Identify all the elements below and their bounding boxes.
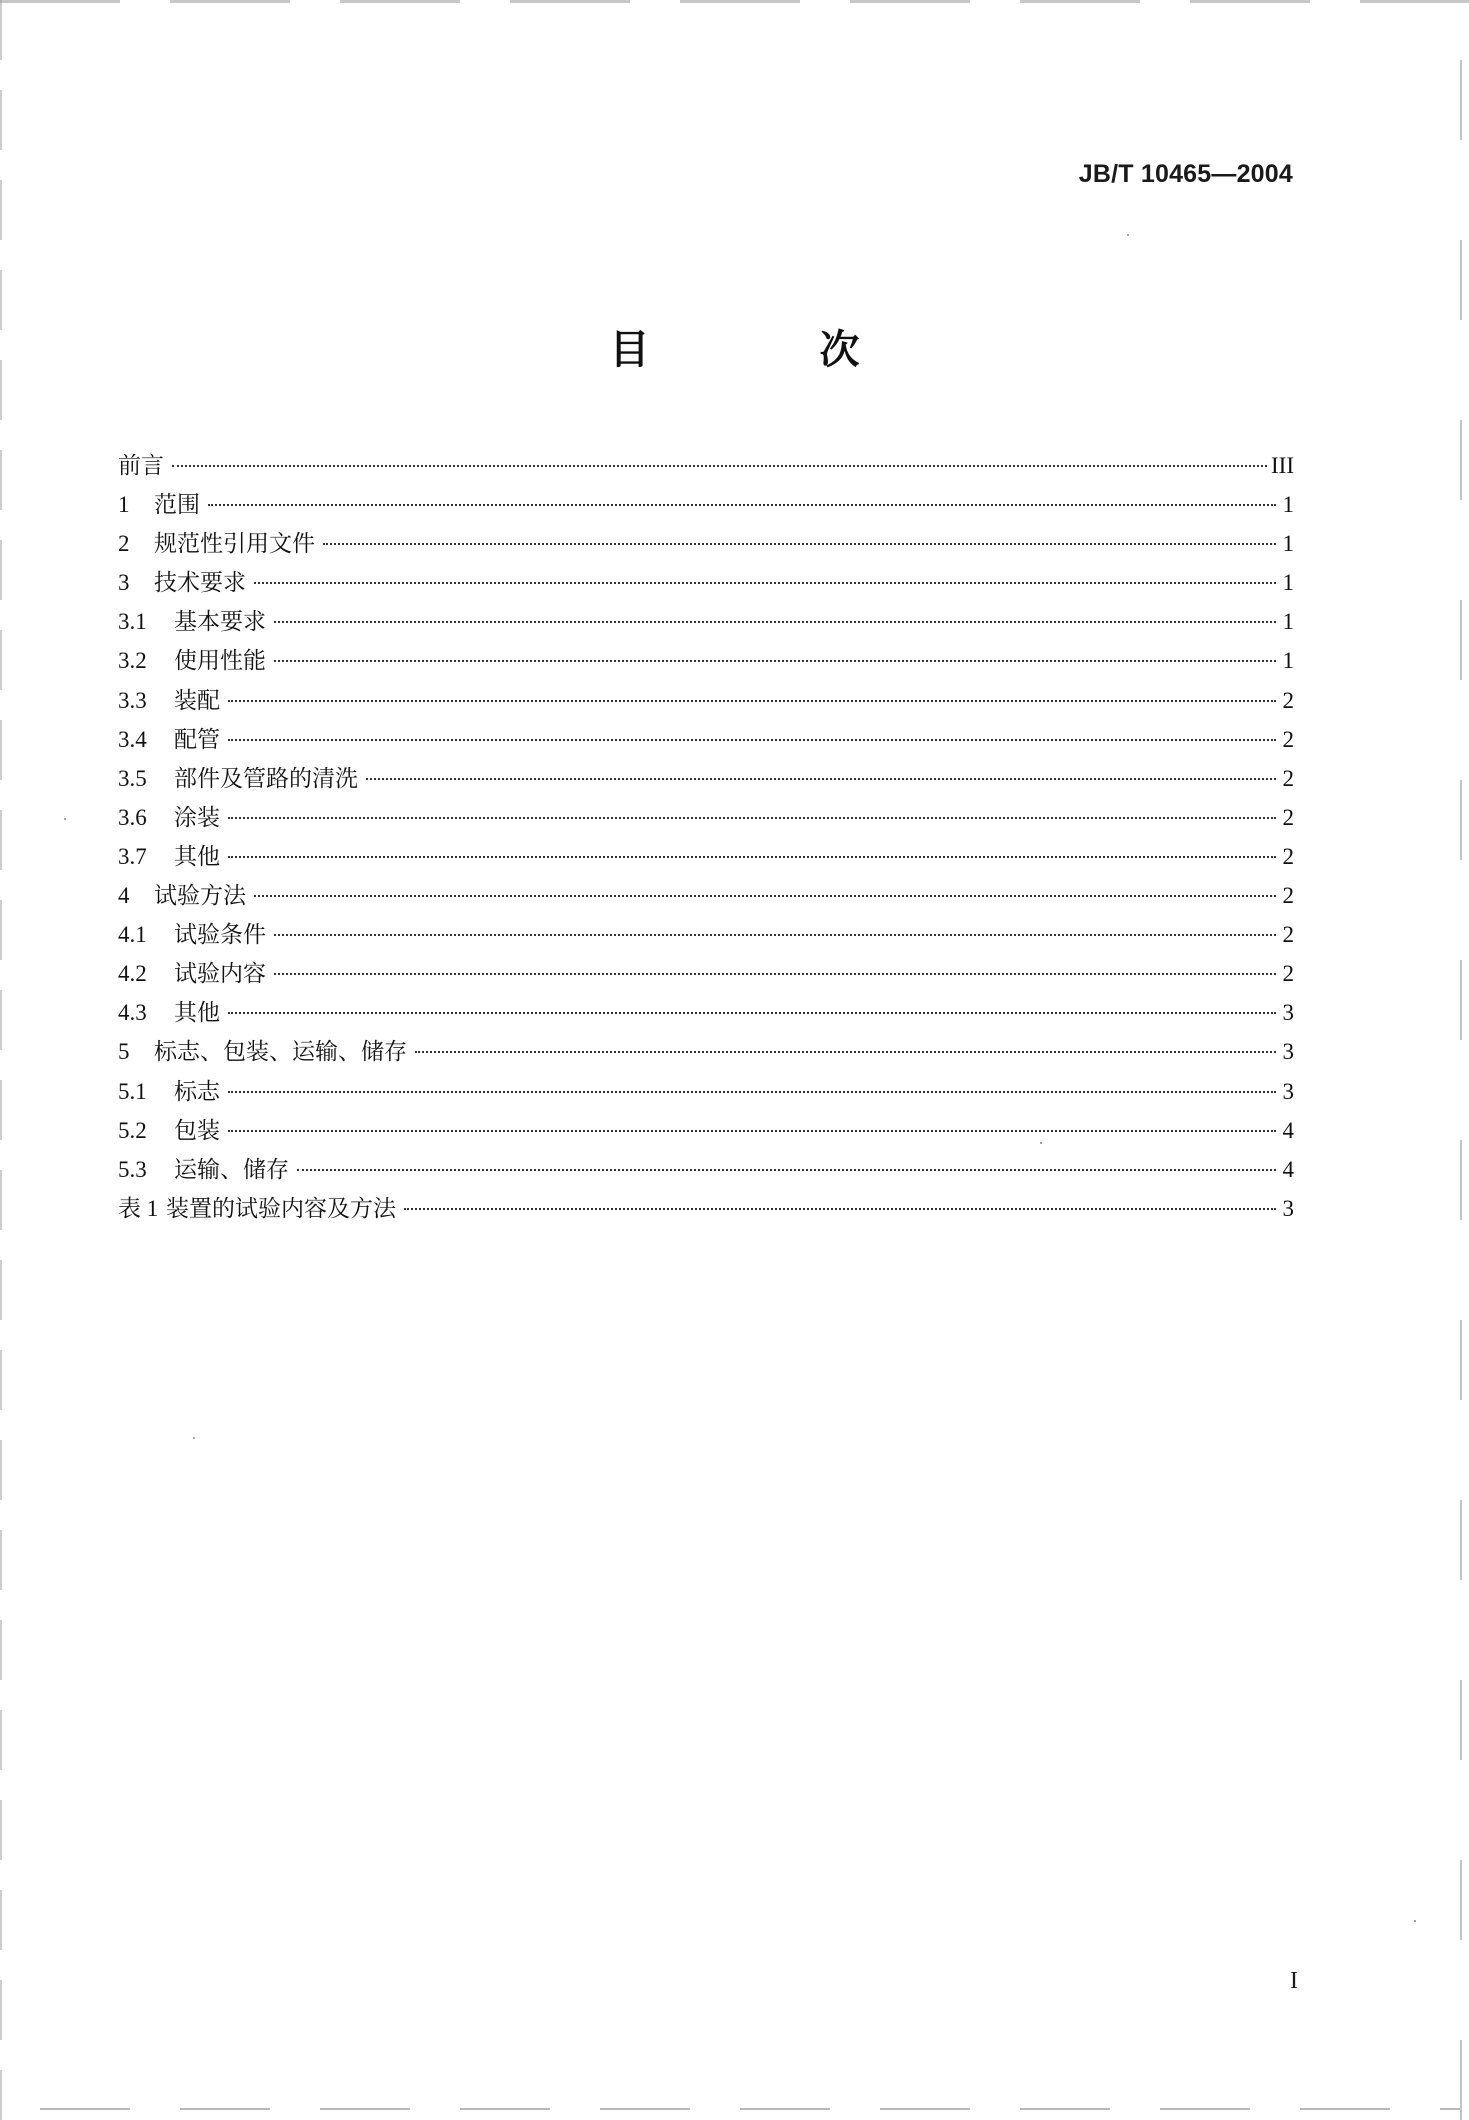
toc-dot-leader — [297, 1169, 1276, 1171]
toc-entry-page: 3 — [1282, 1000, 1294, 1026]
toc-dot-leader — [228, 1091, 1276, 1093]
toc-entry-page: 1 — [1282, 492, 1294, 518]
toc-entry-title: 标志 — [174, 1078, 220, 1105]
toc-entry-page: 3 — [1282, 1195, 1294, 1221]
scan-edge-bottom — [40, 2108, 1460, 2110]
toc-entry-page: 1 — [1282, 609, 1294, 635]
toc-entry[interactable] — [118, 1032, 1294, 1071]
toc-entry-title: 部件及管路的清洗 — [174, 765, 358, 792]
toc-entry[interactable] — [118, 446, 1294, 485]
toc-entry-page: 2 — [1282, 765, 1294, 791]
scan-edge-top — [0, 0, 1469, 3]
toc-dot-leader — [274, 621, 1276, 623]
toc-entry-title: 其他 — [174, 1000, 220, 1027]
toc-entry-page: 3 — [1282, 1078, 1294, 1104]
page-number: I — [1290, 1968, 1298, 1994]
scan-speck — [1414, 1920, 1416, 1922]
toc-entry-page: III — [1271, 453, 1294, 478]
toc-entry-number: 5.3 — [118, 1156, 147, 1182]
toc-dot-leader — [254, 895, 1276, 897]
toc-entry-title: 装配 — [174, 687, 220, 714]
toc-entry-number: 5.2 — [118, 1117, 147, 1143]
toc-entry[interactable] — [118, 681, 1294, 720]
toc-entry-page: 2 — [1282, 961, 1294, 987]
toc-entry-number: 2 — [118, 531, 130, 557]
toc-entry-page: 2 — [1282, 843, 1294, 869]
toc-dot-leader — [323, 543, 1276, 545]
toc-entry-number: 3.2 — [118, 648, 147, 674]
toc-entry-title: 配管 — [174, 726, 220, 753]
toc-dot-leader — [228, 1130, 1276, 1132]
toc-entry-title: 包装 — [174, 1117, 220, 1144]
toc-entry-title: 试验内容 — [174, 961, 266, 988]
toc-entry-title: 技术要求 — [154, 570, 246, 597]
toc-entry-page: 2 — [1282, 883, 1294, 909]
toc-entry-page: 4 — [1282, 1156, 1294, 1182]
toc-entry-number: 3.6 — [118, 804, 147, 830]
toc-dot-leader — [208, 504, 1276, 506]
toc-entry-number: 3.3 — [118, 687, 147, 713]
toc-entry[interactable] — [118, 759, 1294, 798]
toc-entry[interactable] — [118, 915, 1294, 954]
toc-entry-title: 运输、储存 — [174, 1156, 289, 1183]
toc-entry-number: 5 — [118, 1039, 130, 1065]
toc-entry-page: 2 — [1282, 922, 1294, 948]
toc-entry-title: 使用性能 — [174, 648, 266, 675]
toc-entry-number: 5.1 — [118, 1078, 147, 1104]
toc-dot-leader — [228, 739, 1276, 741]
toc-dot-leader — [228, 1012, 1276, 1014]
toc-entry-title: 试验条件 — [174, 922, 266, 949]
toc-entry-number: 3 — [118, 570, 130, 596]
toc-entry-title: 范围 — [154, 492, 200, 519]
toc-entry[interactable] — [118, 641, 1294, 680]
toc-entry-title: 涂装 — [174, 804, 220, 831]
toc-entry-number: 4.2 — [118, 961, 147, 987]
toc-entry[interactable] — [118, 1072, 1294, 1111]
page-title: 目 次 — [609, 327, 938, 373]
toc-entry-title: 标志、包装、运输、储存 — [154, 1039, 407, 1066]
toc-entry-title: 前言 — [118, 453, 164, 479]
toc-entry-title: 规范性引用文件 — [154, 531, 315, 558]
toc-entry-page: 2 — [1282, 804, 1294, 830]
toc-dot-leader — [404, 1208, 1276, 1210]
toc-dot-leader — [228, 817, 1276, 819]
toc-dot-leader — [274, 660, 1276, 662]
toc-entry[interactable] — [118, 798, 1294, 837]
toc-entry-page: 1 — [1282, 531, 1294, 557]
toc-entry-page: 2 — [1282, 687, 1294, 713]
toc-dot-leader — [254, 582, 1276, 584]
toc-dot-leader — [228, 700, 1276, 702]
toc-entry[interactable] — [118, 485, 1294, 524]
toc-dot-leader — [274, 934, 1276, 936]
toc-entry-title: 基本要求 — [174, 609, 266, 636]
toc-entry-number: 3.5 — [118, 765, 147, 791]
toc-entry-title: 装置的试验内容及方法 — [166, 1195, 396, 1222]
toc-entry-number: 4.1 — [118, 922, 147, 948]
toc-entry[interactable] — [118, 602, 1294, 641]
toc-entry-number: 3.1 — [118, 609, 147, 635]
toc-entry[interactable] — [118, 993, 1294, 1032]
toc-dot-leader — [172, 465, 1267, 467]
toc-entry-number: 3.7 — [118, 843, 147, 869]
toc-dot-leader — [228, 856, 1276, 858]
toc-entry[interactable] — [118, 1189, 1294, 1228]
toc-entry-page: 1 — [1282, 570, 1294, 596]
toc-entry-title: 试验方法 — [154, 883, 246, 910]
toc-entry-number: 表 1 — [118, 1195, 159, 1221]
toc-entry[interactable] — [118, 876, 1294, 915]
toc-entry[interactable] — [118, 720, 1294, 759]
toc-entry[interactable] — [118, 954, 1294, 993]
toc-entry-number: 1 — [118, 492, 130, 518]
toc-dot-leader — [415, 1051, 1276, 1053]
toc-entry-number: 4.3 — [118, 1000, 147, 1026]
toc-entry-page: 2 — [1282, 726, 1294, 752]
toc-entry-number: 4 — [118, 883, 130, 909]
toc-entry[interactable] — [118, 1111, 1294, 1150]
standard-code: JB/T 10465—2004 — [1078, 160, 1293, 188]
scan-speck — [1127, 234, 1129, 236]
toc-entry-page: 4 — [1282, 1117, 1294, 1143]
toc-entry-page: 1 — [1282, 648, 1294, 674]
scan-speck — [193, 1437, 195, 1439]
toc-entry[interactable] — [118, 563, 1294, 602]
toc-entry-page: 3 — [1282, 1039, 1294, 1065]
scan-speck — [64, 818, 66, 820]
toc-entry[interactable] — [118, 837, 1294, 876]
toc-entry[interactable] — [118, 524, 1294, 563]
table-of-contents — [118, 446, 1294, 1228]
toc-entry[interactable] — [118, 1150, 1294, 1189]
toc-entry-number: 3.4 — [118, 726, 147, 752]
toc-dot-leader — [274, 973, 1276, 975]
toc-entry-title: 其他 — [174, 843, 220, 870]
toc-dot-leader — [366, 778, 1276, 780]
